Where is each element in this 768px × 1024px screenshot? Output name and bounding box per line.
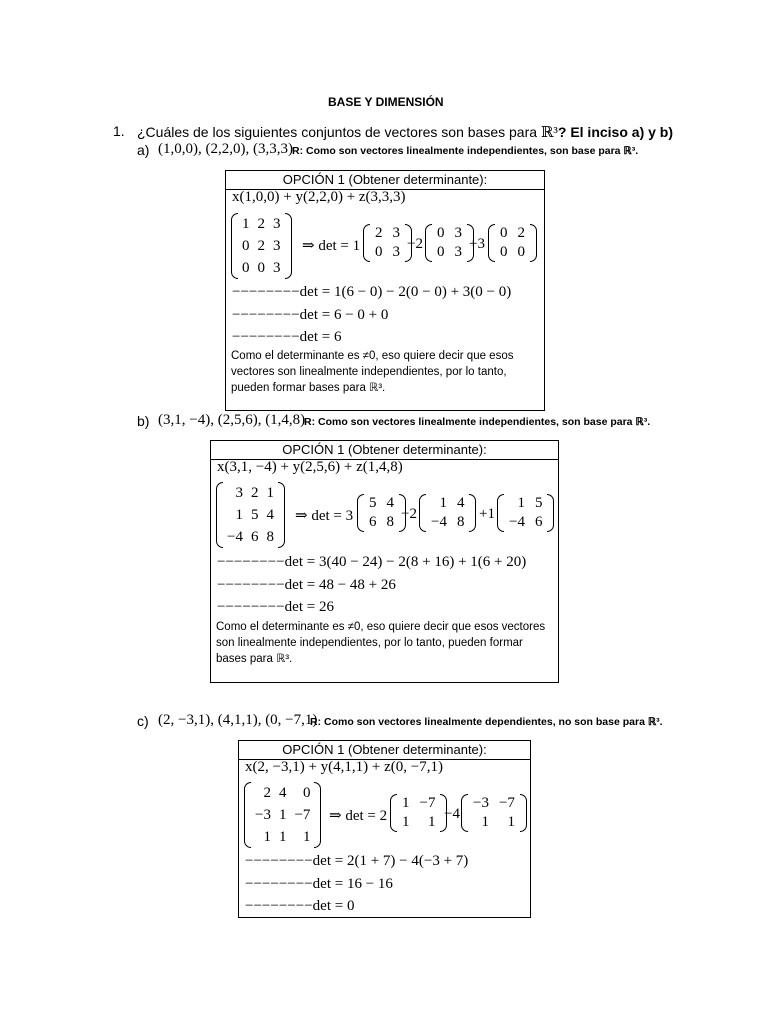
matrix-entry: 1 — [402, 814, 410, 830]
real-space-symbol: ℝ³ — [540, 125, 558, 141]
item-c-answer: R: Como son vectores linealmente dependientes, no son base para ℝ³. — [310, 716, 663, 728]
matrix-entry: 8 — [456, 514, 465, 530]
item-b-minor-3 — [497, 494, 554, 532]
item-c-step-1: −−−−−−−−det = 2(1 + 7) − 4(−3 + 7) — [245, 853, 469, 869]
matrix-entry: 6 — [534, 514, 543, 530]
matrix-entry: 0 — [302, 785, 311, 801]
matrix-entry: −4 — [509, 514, 525, 530]
item-a-answer: R: Como son vectores linealmente independientes, son base para ℝ³. — [292, 145, 639, 157]
matrix-entry: −4 — [227, 529, 243, 545]
matrix-entry: 1 — [517, 495, 525, 511]
item-c-combination: x(2, −3,1) + y(4,1,1) + z(0, −7,1) — [245, 759, 443, 775]
matrix-entry: −3 — [255, 807, 271, 823]
matrix-entry: 2 — [250, 485, 259, 501]
item-c-step-3: −−−−−−−−det = 0 — [245, 898, 355, 914]
matrix-entry: −7 — [294, 807, 311, 823]
matrix-entry: 0 — [437, 244, 445, 260]
item-c-matrix — [244, 782, 321, 848]
matrix-entry: 1 — [507, 814, 515, 830]
item-c-label: c) — [137, 713, 149, 729]
item-b-minor-2 — [419, 494, 476, 532]
matrix-entry: 2 — [517, 225, 525, 241]
matrix-entry: 0 — [500, 225, 508, 241]
item-a-step-3: −−−−−−−−det = 6 — [232, 329, 342, 345]
item-c-minor-1 — [390, 794, 447, 832]
item-b-minor-3-coef: +1 — [479, 506, 495, 522]
question-number: 1. — [113, 123, 125, 139]
matrix-entry: 3 — [392, 244, 400, 260]
item-a-minor-1 — [363, 224, 412, 262]
matrix-entry: 8 — [266, 529, 274, 545]
question-text — [137, 123, 673, 142]
matrix-entry: 3 — [454, 244, 462, 260]
matrix-entry: 5 — [369, 495, 377, 511]
matrix-entry: 2 — [375, 225, 383, 241]
matrix-entry: 3 — [454, 225, 462, 241]
matrix-entry: 4 — [386, 495, 394, 511]
item-c-expansion: ⇒ det = 2 — [329, 808, 388, 824]
matrix-entry: 0 — [517, 244, 525, 260]
matrix-entry: 3 — [392, 225, 400, 241]
item-a-vectors: (1,0,0), (2,2,0), (3,3,3) — [158, 141, 293, 157]
item-b-combination: x(3,1, −4) + y(2,5,6) + z(1,4,8) — [217, 459, 403, 475]
matrix-entry: 2 — [263, 785, 271, 801]
matrix-entry: 5 — [250, 507, 259, 523]
item-b-box-title: OPCIÓN 1 (Obtener determinante): — [211, 441, 558, 460]
matrix-entry: 1 — [278, 807, 287, 823]
item-b-note: Como el determinante es ≠0, eso quiere decir que esos vectores son linealmente independientes, por lo tanto, pueden formar bases para ℝ³. — [216, 621, 546, 665]
item-b-solution-box — [210, 440, 559, 683]
matrix-entry: 3 — [273, 238, 281, 254]
matrix-entry: 3 — [235, 485, 243, 501]
matrix-entry: 4 — [278, 785, 287, 801]
matrix-entry: 3 — [273, 260, 281, 276]
item-a-step-1: −−−−−−−−det = 1(6 − 0) − 2(0 − 0) + 3(0 − 0) — [232, 284, 512, 300]
item-a-matrix — [231, 213, 292, 279]
item-c-step-2: −−−−−−−−det = 16 − 16 — [245, 876, 393, 892]
item-b-minor-2-coef: −2 — [401, 506, 417, 522]
matrix-entry: −7 — [419, 795, 436, 811]
item-c-solution-box — [238, 740, 531, 918]
item-a-minor-2-coef: −2 — [407, 236, 423, 252]
matrix-entry: 1 — [263, 829, 271, 845]
item-a-minor-3-coef: +3 — [469, 236, 485, 252]
matrix-entry: 0 — [437, 225, 445, 241]
matrix-entry: 4 — [456, 495, 465, 511]
matrix-entry: 8 — [386, 514, 394, 530]
item-c-minor-2 — [461, 794, 527, 832]
item-a-minor-2 — [425, 224, 474, 262]
matrix-entry: 4 — [266, 507, 274, 523]
matrix-entry: −4 — [431, 514, 447, 530]
matrix-entry: 0 — [257, 260, 265, 276]
matrix-entry: 1 — [439, 495, 447, 511]
item-a-solution-box — [225, 170, 545, 411]
item-c-box-title: OPCIÓN 1 (Obtener determinante): — [239, 741, 530, 760]
item-a-step-2: −−−−−−−−det = 6 − 0 + 0 — [232, 307, 389, 323]
item-b-label: b) — [137, 413, 150, 429]
item-a-note: Como el determinante es ≠0, eso quiere decir que esos vectores son linealmente independientes, por lo tanto, pueden formar bases para ℝ³. — [231, 350, 514, 394]
matrix-entry: 2 — [257, 216, 265, 232]
matrix-entry: 1 — [235, 507, 243, 523]
item-a-expansion: ⇒ det = 1 — [302, 238, 361, 254]
matrix-entry: 6 — [369, 514, 377, 530]
matrix-entry: 2 — [257, 238, 265, 254]
item-b-step-1: −−−−−−−−det = 3(40 − 24) − 2(8 + 16) + 1(6 + 20) — [217, 554, 527, 570]
item-a-combination: x(1,0,0) + y(2,2,0) + z(3,3,3) — [232, 189, 406, 205]
item-a-minor-3 — [488, 224, 537, 262]
item-c-vectors: (2, −3,1), (4,1,1), (0, −7,1) — [158, 712, 318, 728]
page-title: BASE Y DIMENSIÓN — [328, 95, 444, 109]
item-b-step-2: −−−−−−−−det = 48 − 48 + 26 — [217, 577, 396, 593]
item-b-step-3: −−−−−−−−det = 26 — [217, 599, 334, 615]
matrix-entry: −7 — [498, 795, 515, 811]
matrix-entry: 1 — [278, 829, 287, 845]
matrix-entry: 0 — [500, 244, 508, 260]
item-c-minor-2-coef: −4 — [444, 806, 460, 822]
matrix-entry: 1 — [402, 795, 410, 811]
matrix-entry: 0 — [242, 260, 250, 276]
matrix-entry: 0 — [242, 238, 250, 254]
item-b-vectors: (3,1, −4), (2,5,6), (1,4,8) — [158, 412, 306, 428]
item-b-answer: R: Como son vectores linealmente independientes, son base para ℝ³. — [304, 416, 651, 428]
matrix-entry: 5 — [534, 495, 543, 511]
matrix-entry: 1 — [266, 485, 274, 501]
matrix-entry: 6 — [250, 529, 259, 545]
matrix-entry: 1 — [481, 814, 489, 830]
matrix-entry: 0 — [375, 244, 383, 260]
item-b-minor-1 — [357, 494, 406, 532]
item-a-label: a) — [137, 142, 150, 158]
item-b-matrix — [216, 482, 285, 548]
matrix-entry: 1 — [427, 814, 436, 830]
item-b-expansion: ⇒ det = 3 — [295, 508, 354, 524]
matrix-entry: −3 — [473, 795, 489, 811]
question-text-body: ¿Cuáles de los siguientes conjuntos de vectores son bases para — [137, 124, 538, 140]
question-answer-intro: ? El inciso a) y b) — [557, 124, 674, 140]
matrix-entry: 1 — [302, 829, 311, 845]
item-a-box-title: OPCIÓN 1 (Obtener determinante): — [226, 171, 544, 190]
matrix-entry: 3 — [273, 216, 281, 232]
matrix-entry: 1 — [242, 216, 250, 232]
